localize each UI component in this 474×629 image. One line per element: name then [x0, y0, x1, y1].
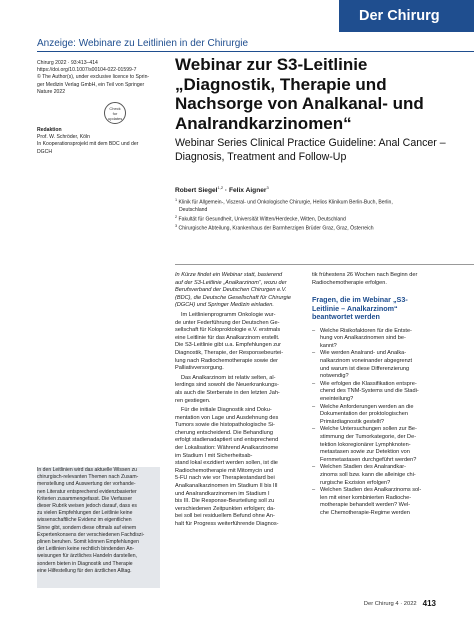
question-line: metastasen sowie zur Detektion von — [320, 449, 410, 456]
question-line: Fernmetastasen durchgeführt werden? — [320, 456, 417, 463]
text-line: eine Leitlinie für das Analkarzinom erstellt. — [175, 334, 280, 341]
journal-brand-name: Der Chirurg — [359, 8, 440, 24]
question-item — [312, 404, 449, 427]
dash-bullet: – — [312, 327, 316, 334]
subtitle-line: Webinar Series Clinical Practice Guideline: Anal Cancer – — [175, 137, 446, 149]
body-paragraph — [312, 272, 449, 287]
question-line: kannt? — [320, 342, 337, 349]
article-title — [175, 55, 470, 133]
editorial-heading: Redaktion — [37, 127, 62, 133]
question-line: Primärdiagnostik gestellt? — [320, 418, 385, 425]
text-line: 5-FU nach wie vor Therapiestandard bei — [175, 475, 275, 482]
affiliation-item: $^2$ Fakultät für Gesundheit, Universität Witten/Herdecke, Witten, Deutschland — [175, 214, 346, 223]
dash-bullet: – — [312, 380, 316, 387]
text-line: Für die initiale Diagnostik sind Doku- — [181, 407, 272, 414]
text-line: Das Analkarzinom ist relativ selten, al- — [181, 374, 276, 381]
author-name: Felix Aigner — [228, 187, 267, 195]
question-item — [312, 328, 449, 351]
author-separator: · — [223, 187, 229, 195]
text-line: mentation von Lage und Ausdehnung des — [175, 414, 279, 421]
section-kicker: Anzeige: Webinare zu Leitlinien in der Chirurgie — [37, 38, 249, 49]
text-line: im Stadium I mit Sicherheitsab- — [175, 452, 253, 459]
questions-heading — [312, 296, 449, 322]
question-line: Welchen Stadien des Analrandkar- — [320, 464, 407, 471]
journal-brand-banner — [339, 0, 474, 32]
author-list — [175, 185, 269, 194]
disclaimer-line: In den Leitlinien wird das aktuelle Wissen zu — [37, 467, 137, 473]
question-line: nalkarzinom voneinander abgegrenzt — [320, 358, 413, 365]
editorial-info — [37, 127, 167, 156]
text-line: Die S3-Leitlinie gibt u.a. Empfehlungen zur — [175, 342, 282, 349]
heading-line: beantwortet werden — [312, 312, 380, 322]
page-footer — [364, 599, 436, 608]
author-affiliation-ref: 1,2 — [217, 185, 224, 190]
text-line: Tumors sowie die histopathologische Si- — [175, 422, 275, 429]
disclaimer-line: Sinne gibt, sondern diese oftmals auf einem — [37, 524, 137, 531]
text-line: verschiedenen Zeitpunkten erfolgen; da- — [175, 505, 276, 512]
meta-copyright: ger Medizin Verlag GmbH, ein Teil von Springer — [37, 81, 145, 88]
text-line: (DGCH) und Springer Medizin einladen. — [175, 302, 274, 309]
disclaimer-line: chirurgisch-relevanten Themen nach Zusam- — [37, 474, 139, 481]
text-line: Berufsverband der Deutschen Chirurgen e.V. — [175, 287, 287, 294]
question-line: motherapie behandelt werden? Wel- — [320, 502, 411, 509]
disclaimer-line: zu vielen Empfehlungen der Leitlinie keine — [37, 510, 133, 517]
disclaimer-line: dieser Rubrik weisen jedoch darauf, dass es — [37, 503, 137, 510]
text-line: auf der S3-Leitlinie „Analkarzinom“, wozu der — [175, 279, 287, 286]
text-line: als auch die Sterberate in den letzten Jah- — [175, 389, 280, 396]
question-line: Wie erfolgen die Klassifikation entspre- — [320, 380, 417, 387]
question-line: chend des TNM-Systems und die Stadi- — [320, 388, 419, 395]
title-line: Webinar zur S3-Leitlinie — [175, 55, 368, 74]
question-line: che Chemotherapie-Regime werden — [320, 509, 410, 516]
body-paragraph — [175, 312, 302, 373]
text-line: und Analrandkarzinomen im Stadium I — [175, 490, 270, 497]
disclaimer-line: eine Hilfestellung für den ärztlichen Alltag. — [37, 567, 132, 574]
text-line: der Lokalisation: Während Analkarzinome — [175, 445, 279, 452]
text-line: cherung entscheidend. Die Behandlung — [175, 429, 273, 436]
question-line: len mit einer kombinierten Radioche- — [320, 494, 412, 501]
question-line: und warum ist diese Differenzierung — [320, 365, 410, 372]
question-line: Welchen Stadien des Analkarzinoms sol- — [320, 487, 422, 494]
text-line: sellschaft für Koloproktologie e.V. erstmals — [175, 327, 281, 334]
disclaimer-line: Kriterien zusammengefasst. Die Verfasser — [37, 495, 133, 502]
text-line: lerdings sind sowohl die Neuerkrankungs- — [175, 382, 279, 389]
question-item — [312, 487, 449, 517]
dash-bullet: – — [312, 426, 316, 433]
question-line: Welche Untersuchungen sollen zur Be- — [320, 426, 417, 433]
body-paragraph — [175, 407, 302, 529]
question-line: Wie werden Analrand- und Analka- — [320, 350, 407, 357]
body-column-left — [175, 272, 302, 529]
heading-line: Fragen, die im Webinar „S3- — [312, 295, 408, 305]
affiliation-list — [175, 197, 465, 233]
text-line: de unter Federführung der Deutschen Ge- — [175, 319, 280, 326]
text-line: Im Leitlinienprogramm Onkologie wur- — [181, 311, 276, 318]
disclaimer-line: menstellung und Auswertung der vorhande- — [37, 481, 136, 488]
meta-doi-link[interactable]: https://doi.org/10.1007/s00104-022-01599-7 — [37, 67, 137, 74]
dash-bullet: – — [312, 350, 316, 357]
intro-paragraph — [175, 272, 302, 310]
dash-bullet: – — [312, 403, 316, 410]
author-name: Robert Siegel — [175, 187, 218, 195]
guideline-disclaimer-box — [37, 467, 160, 588]
text-line: lung nach Radiochemotherapie sowie der — [175, 357, 278, 364]
affiliation-item: $^1$ Klinik für Allgemein-, Viszeral- und Onkologische Chirurgie, Helios Klinikum Berlin-Buch, Berlin, — [175, 198, 393, 206]
text-line: bis III. Die Response-Beurteilung soll zu — [175, 498, 275, 505]
question-line: rurgische Exzision erfolgen? — [320, 479, 391, 486]
text-line: (BDC), die Deutsche Gesellschaft für Chirurgie — [175, 294, 291, 301]
question-line: Welche Risikofaktoren für die Entste- — [320, 327, 412, 334]
text-line: Palliativversorgung. — [175, 365, 224, 372]
text-line: Radiochemotherapie mit Mitomycin und — [175, 467, 274, 474]
question-line: zinoms soll bzw. kann die alleinige chi- — [320, 471, 416, 478]
text-line: bei soll bei residuellem Befund ohne An- — [175, 513, 275, 520]
dash-bullet: – — [312, 487, 316, 494]
text-line: Analkanalkarzinomen im Stadium II bis III — [175, 483, 278, 490]
body-paragraph — [175, 375, 302, 405]
article-subtitle — [175, 137, 470, 164]
question-line: eneinteilung? — [320, 396, 354, 403]
question-list — [312, 328, 449, 518]
subtitle-line: Diagnosis, Treatment and Follow-Up — [175, 150, 347, 163]
page-number: 413 — [422, 599, 436, 608]
disclaimer-line: plinen beruhen. Somit können Empfehlungen — [37, 539, 139, 546]
affiliation-item: $^3$ Chirurgische Abteilung, Krankenhaus der Barmherzigen Brüder Graz, Graz, Österreich — [175, 224, 374, 233]
title-line: „Diagnostik, Therapie und — [175, 74, 387, 94]
footer-journal: Der Chirurg 4 · 2022 — [363, 600, 417, 607]
disclaimer-line: der Leitlinien keine rechtlich bindenden An- — [37, 546, 135, 553]
text-line: In Kürze findet ein Webinar statt, basierend — [175, 272, 283, 278]
question-line: Welche Anforderungen werden an die — [320, 403, 414, 410]
affiliation-item: Deutschland — [179, 206, 208, 213]
meta-copyright: Nature 2022 — [37, 88, 66, 95]
meta-citation: Chirurg 2022 · 93:413–414 — [37, 60, 98, 66]
text-line: Radiochemotherapie erfolgen. — [312, 279, 387, 286]
text-line: stand lokal exzidiert werden sollen, ist die — [175, 460, 278, 467]
question-line: notwendig? — [320, 373, 349, 380]
disclaimer-line: nen Literatur entsprechend evidenzbasierter — [37, 488, 137, 495]
disclaimer-line: sondern bieten in Diagnostik und Therapie — [37, 560, 133, 567]
check-for-updates-label: Check for updates — [108, 105, 123, 121]
text-line: erfolgt stadienadaptiert und entsprechend — [175, 437, 279, 444]
question-item — [312, 350, 449, 380]
text-line: Diagnostik, Therapie, der Responsebeurtei- — [175, 349, 284, 356]
dash-bullet: – — [312, 464, 316, 471]
author-affiliation-ref: 3 — [266, 185, 269, 190]
question-line: stimmung der Tumorkategorie, der De- — [320, 434, 417, 440]
disclaimer-line: Expertenkonsens der verschiedenen Fachdiszi- — [37, 531, 145, 538]
editorial-line: Prof. W. Schröder, Köln — [37, 134, 90, 141]
disclaimer-line: weisungen für ärztliches Handeln darstellen, — [37, 553, 137, 560]
header-divider — [175, 264, 474, 265]
question-line: hung von Analkarzinomen sind be- — [320, 335, 406, 342]
meta-copyright: © The Author(s), under exclusive licence to Sprin- — [37, 74, 150, 81]
question-item — [312, 381, 449, 404]
text-line: ren gestiegen. — [175, 397, 211, 404]
question-line: tektion lokoregionärer Lymphknoten- — [320, 441, 411, 448]
question-item — [312, 464, 449, 487]
editorial-line: In Kooperationsprojekt mit dem BDC und der — [37, 141, 139, 148]
check-for-updates-icon[interactable] — [104, 102, 126, 124]
title-line: Nachsorge von Analkanal- und — [175, 94, 424, 113]
text-line: halt für Progress weiterführende Diagnos- — [175, 521, 279, 527]
body-column-right — [312, 272, 449, 518]
heading-line: Leitlinie – Analkarzinom“ — [312, 303, 398, 313]
disclaimer-line: wissenschaftliche Evidenz im eigentlichen — [37, 517, 132, 524]
kicker-divider — [37, 51, 474, 52]
text-line: tik frühestens 26 Wochen nach Beginn der — [312, 272, 418, 278]
question-line: Dokumentation der proktologischen — [320, 411, 408, 418]
title-line: Analrandkarzinomen“ — [175, 113, 352, 133]
question-item — [312, 426, 449, 464]
article-meta — [37, 60, 167, 96]
editorial-line: DGCH — [37, 148, 52, 155]
